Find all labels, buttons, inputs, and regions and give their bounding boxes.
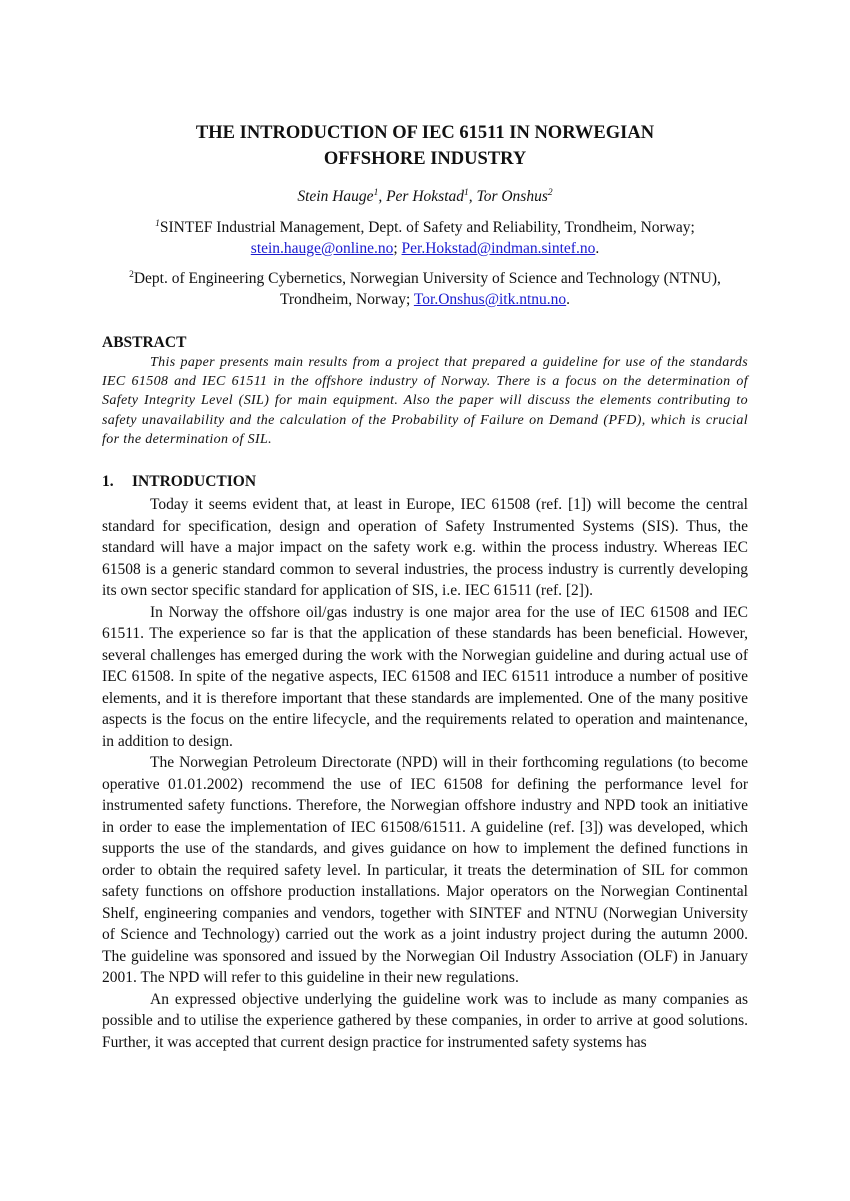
author-name: Per Hokstad <box>386 188 464 205</box>
author-name: Stein Hauge <box>297 188 374 205</box>
email-link-hauge[interactable]: stein.hauge@online.no <box>250 240 394 257</box>
author-affiliation-marker: 1 <box>373 187 379 198</box>
affiliation-marker: 2 <box>129 269 134 280</box>
intro-paragraph-3: The Norwegian Petroleum Directorate (NPD) will in their forthcoming regulations (to become operative 01.01.2002) recommend the use of IEC 61508 for defining the performance level for instrumented safety functions. Therefore, the Norwegian offshore industry and NPD took an initiative in order to ease the implementation of IEC 61508/61511. A guideline (ref. [3]) was developed, which supports the use of the standards, and gives guidance on how to implement the defined functions in order to obtain the required safety level. In particular, it treats the determination of SIL for common safety functions on offshore production installations. Major operators on the Norwegian Continental Shelf, engineering companies and vendors, together with SINTEF and NTNU (Norwegian University of Science and Technology) carried out the work as a joint industry project during the autumn 2000. The guideline was sponsored and issued by the Norwegian Oil Industry Association (OLF) in January 2001. The NPD will refer to this guideline in their new regulations. <box>102 754 748 986</box>
affiliation-text: Dept. of Engineering Cybernetics, Norwegian University of Science and Technology (NTNU), <box>133 270 721 287</box>
author-affiliation-marker: 1 <box>464 187 469 198</box>
email-link-onshus[interactable]: Tor.Onshus@itk.ntnu.no <box>413 291 567 308</box>
section-title: INTRODUCTION <box>132 473 257 490</box>
affiliation-2 <box>102 268 748 310</box>
introduction-body <box>102 494 748 1053</box>
intro-paragraph-4: An expressed objective underlying the guideline work was to include as many companies as possible and to utilise the experience gathered by these companies, in order to arrive at good solutions. Further, it was accepted that current design practice for instrumented safety systems has <box>102 990 748 1051</box>
author-affiliation-marker: 2 <box>547 187 553 198</box>
author-separator: , <box>378 188 387 205</box>
author-separator: , <box>468 188 477 205</box>
email-link-hokstad[interactable]: Per.Hokstad@indman.sintef.no <box>401 240 596 257</box>
abstract-heading: ABSTRACT <box>102 334 187 351</box>
author-list <box>102 186 748 208</box>
affiliation-end: . <box>595 240 600 257</box>
section-number: 1. <box>102 473 114 490</box>
abstract-text: This paper presents main results from a project that prepared a guideline for use of the standards IEC 61508 and IEC 61511 in the offshore industry of Norway. There is a focus on the determination of Safety Integrity Level (SIL) for main equipment. Also the paper will discuss the elements contributing to safety unavailability and the calculation of the Probability of Failure on Demand (PFD), which is crucial for the determination of SIL. <box>102 355 748 447</box>
title-line-1: THE INTRODUCTION OF IEC 61511 IN NORWEGIAN <box>195 123 655 143</box>
intro-paragraph-1: Today it seems evident that, at least in Europe, IEC 61508 (ref. [1]) will become the central standard for specification, design and operation of Safety Instrumented Systems (SIS). Thus, the standard will have a major impact on the safety work e.g. within the process industry. Whereas IEC 61508 is a generic standard common to several industries, the process industry is currently developing its own sector specific standard for application of SIS, i.e. IEC 61511 (ref. [2]). <box>102 496 748 599</box>
author-name: Tor Onshus <box>476 188 548 205</box>
affiliation-marker: 1 <box>155 218 160 229</box>
affiliation-end: . <box>566 291 571 308</box>
affiliation-location: Trondheim, Norway; <box>279 291 414 308</box>
intro-paragraph-2: In Norway the offshore oil/gas industry is one major area for the use of IEC 61508 and IEC 61511. The experience so far is that the application of these standards has been beneficial. However, several challenges has emerged during the work with the Norwegian guideline and during actual use of IEC 61508. In spite of the negative aspects, IEC 61508 and IEC 61511 introduce a number of positive elements, and it is therefore important that these standards are implemented. One of the many positive aspects is the focus on the entire lifecycle, and the requirements related to operation and maintenance, in addition to design. <box>102 603 748 750</box>
section-heading-introduction <box>102 472 256 492</box>
email-separator: ; <box>393 240 402 257</box>
title-line-2: OFFSHORE INDUSTRY <box>323 149 527 169</box>
paper-title <box>102 120 748 172</box>
affiliation-text: SINTEF Industrial Management, Dept. of Safety and Reliability, Trondheim, Norway; <box>159 219 695 236</box>
affiliation-1 <box>102 217 748 259</box>
